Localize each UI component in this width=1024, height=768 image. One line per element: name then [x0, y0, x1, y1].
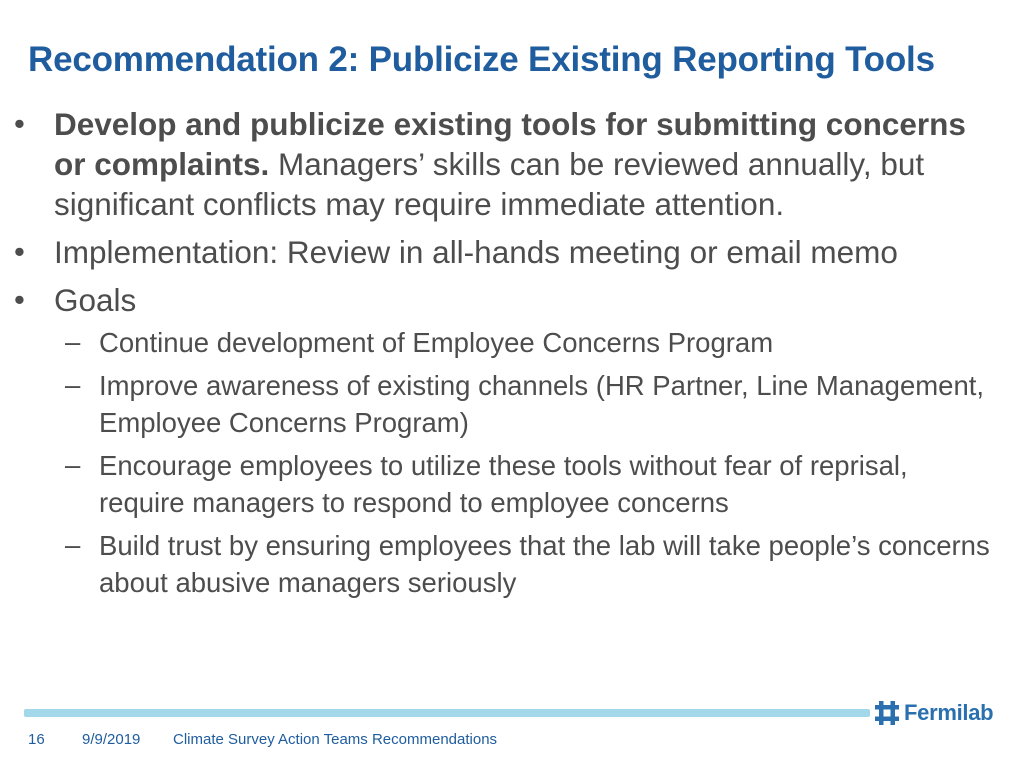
- slide-title: Recommendation 2: Publicize Existing Reporting Tools: [28, 40, 935, 79]
- bullet-marker: •: [14, 106, 25, 141]
- page-number: 16: [28, 731, 45, 748]
- goal-text: Encourage employees to utilize these tools without fear of reprisal, require managers to respond to employee concerns: [99, 450, 908, 518]
- dash-marker: –: [65, 326, 81, 357]
- bullet-marker: •: [14, 234, 25, 269]
- goal-item-encourage-employees: [53, 447, 990, 521]
- goal-text: Continue development of Employee Concerns Program: [99, 327, 774, 358]
- goal-text: Improve awareness of existing channels (HR Partner, Line Management, Employee Concerns Program): [99, 370, 985, 438]
- dash-marker: –: [65, 369, 81, 400]
- dash-marker: –: [65, 529, 81, 560]
- bullet-list: [0, 104, 1010, 609]
- footer-date: 9/9/2019: [82, 731, 141, 748]
- fermilab-logo-icon: [874, 701, 900, 725]
- bullet-goals: [0, 280, 1010, 601]
- dash-marker: –: [65, 449, 81, 480]
- bullet-implementation: [0, 232, 1010, 272]
- goal-text: Build trust by ensuring employees that the lab will take people’s concerns about abusive managers seriously: [99, 530, 990, 598]
- footer-divider-bar: [24, 709, 870, 717]
- goal-item-continue-development: [53, 324, 990, 361]
- footer-caption: Climate Survey Action Teams Recommendations: [173, 731, 498, 748]
- goal-item-improve-awareness: [53, 367, 990, 441]
- bullet-marker: •: [14, 282, 25, 317]
- fermilab-logo: [874, 700, 993, 726]
- goals-sublist: [54, 324, 990, 601]
- bullet-text: Implementation: Review in all-hands meeting or email memo: [54, 234, 898, 270]
- fermilab-logo-text: Fermilab: [904, 700, 994, 725]
- goal-item-build-trust: [53, 527, 990, 601]
- bullet-text: Managers’ skills can be reviewed annually, but significant conflicts may require immediate attention.: [54, 146, 925, 222]
- bullet-text: Goals: [54, 282, 137, 318]
- bullet-bold-text: Develop and publicize existing tools for submitting concerns or complaints.: [54, 106, 966, 182]
- bullet-develop-tools: [0, 104, 1010, 224]
